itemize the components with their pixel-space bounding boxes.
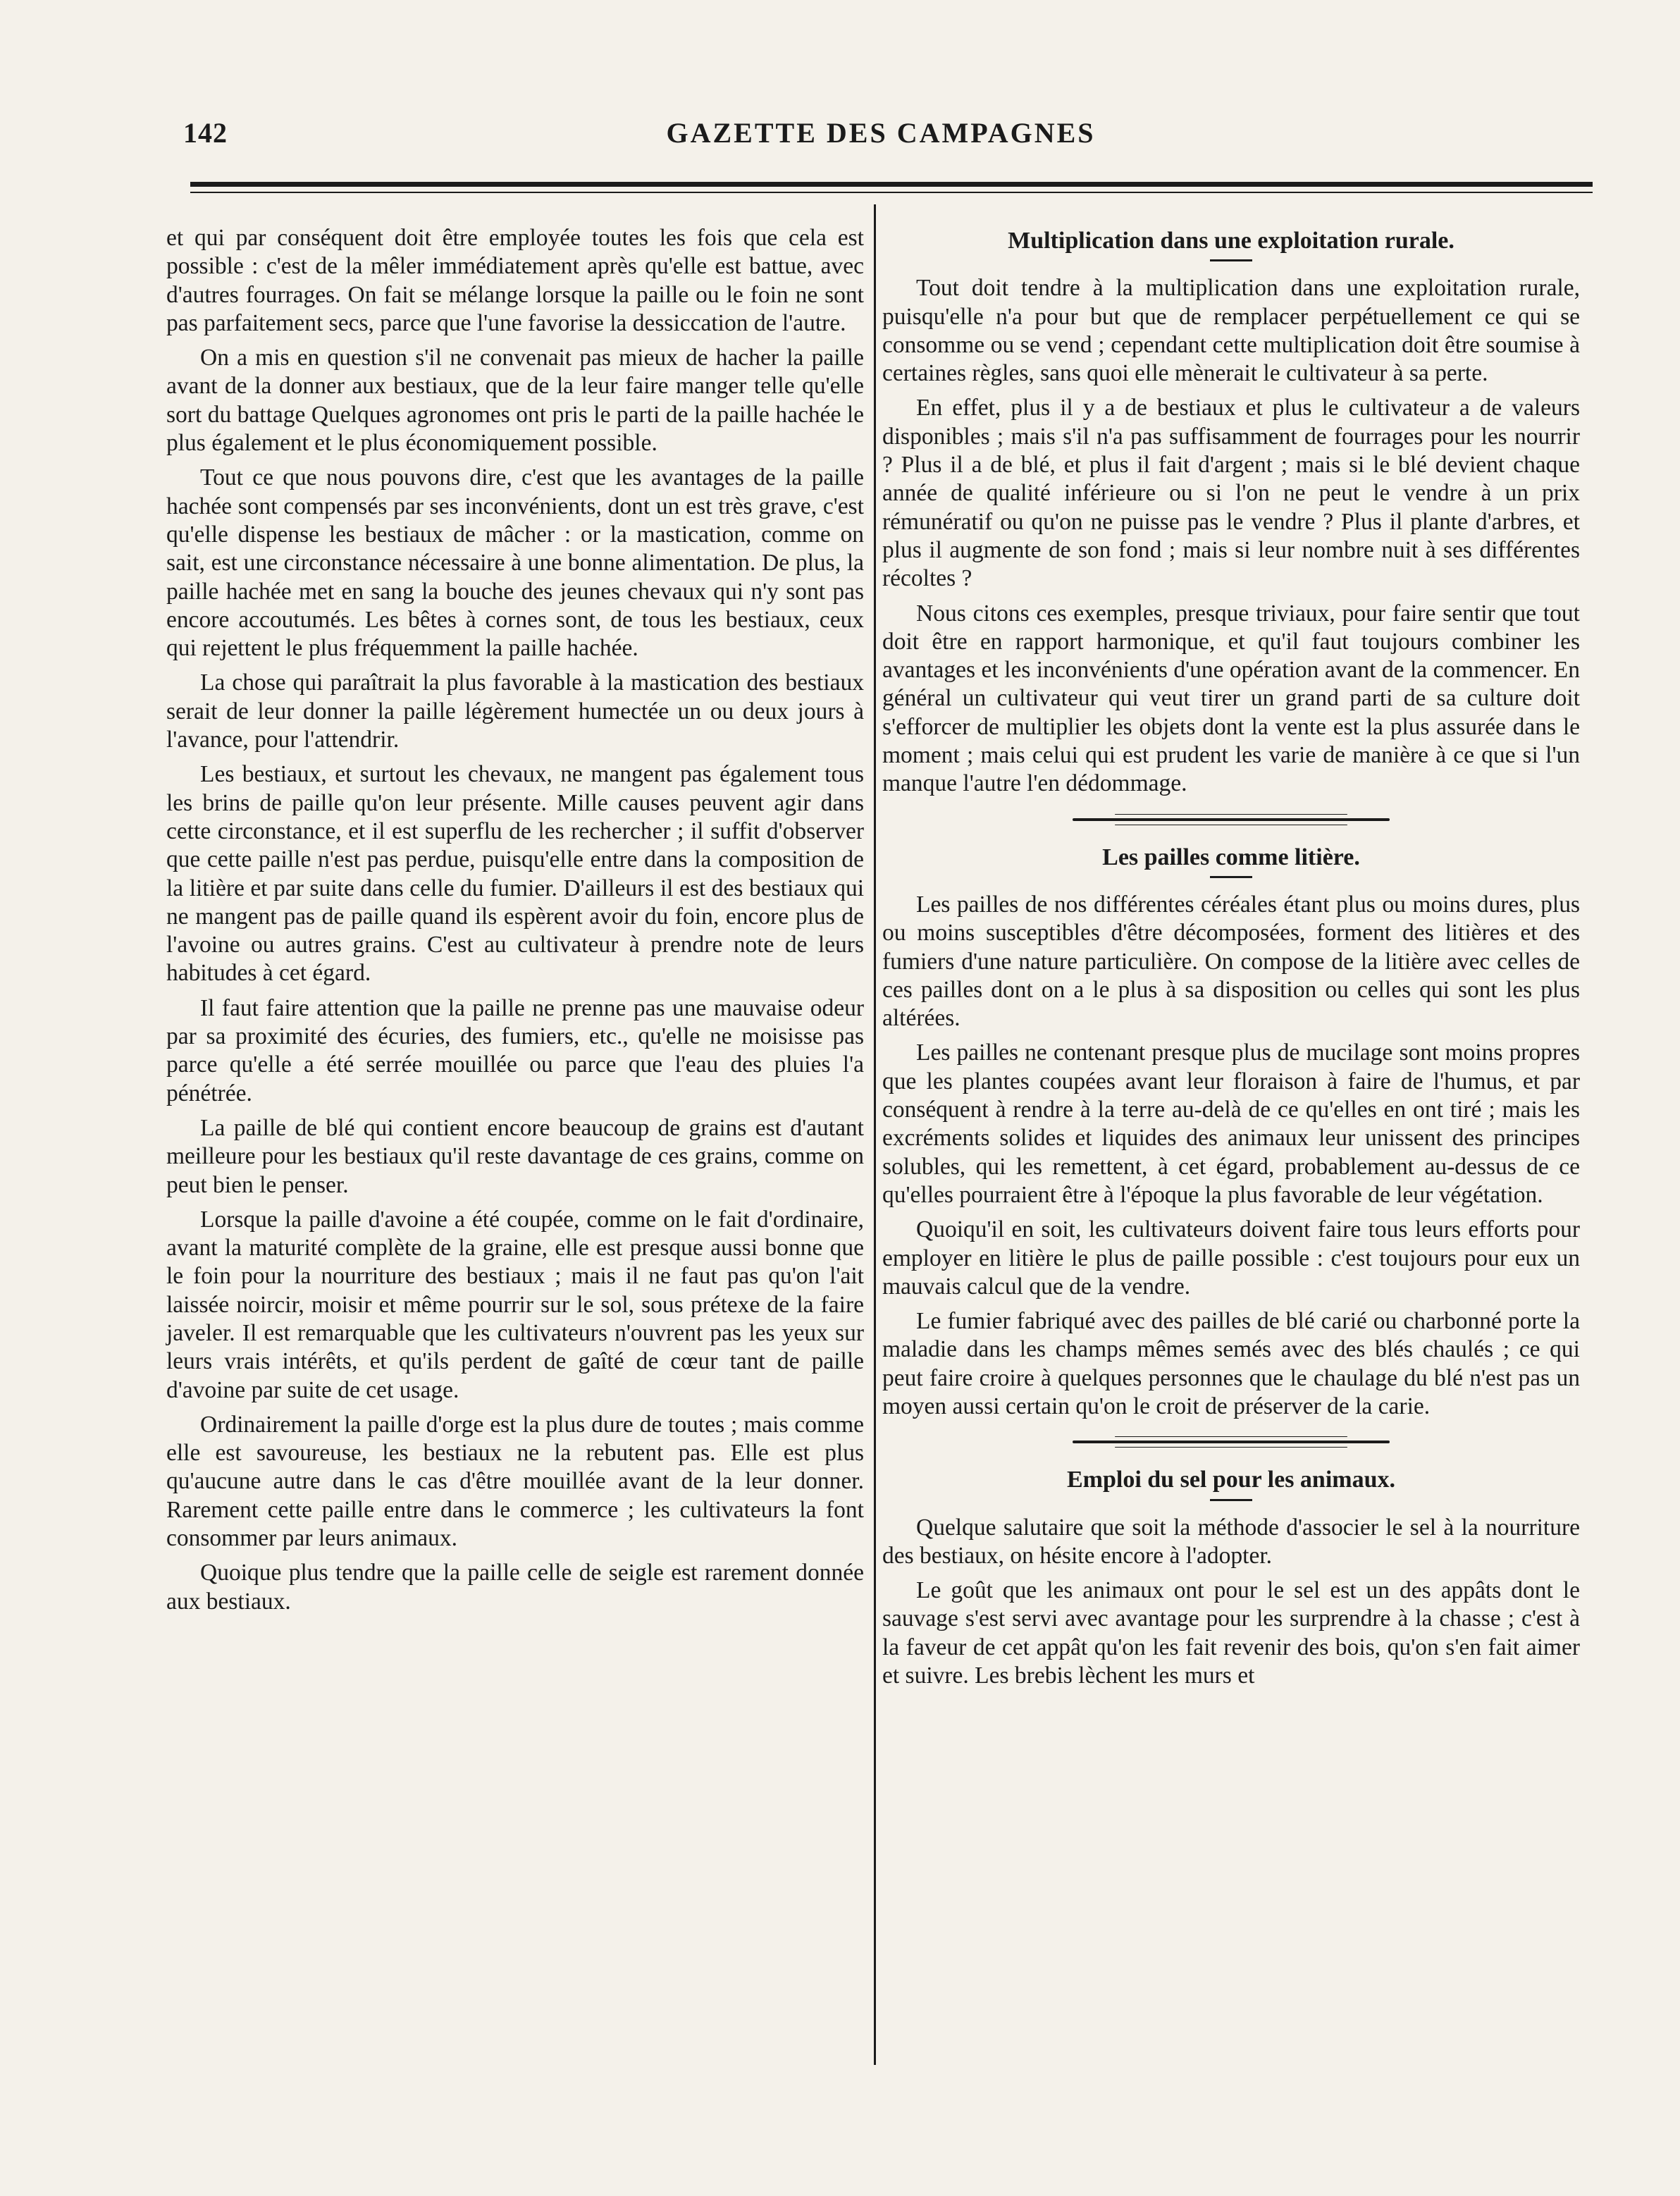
paragraph: Quelque salutaire que soit la méthode d'associer le sel à la nourriture des bestiaux, on hésite encore à l'adopter. bbox=[882, 1514, 1580, 1569]
paragraph: Les bestiaux, et surtout les chevaux, ne mangent pas également tous les brins de paille qu'on leur présente. Mille causes peuvent agir dans cette circonstance, et il est superflu de les rechercher ; il suffit d'observer que cette paille n'est pas perdue, puisqu'elle entre dans la composition de la litière et par suite dans celle du fumier. D'ailleurs il est des bestiaux qui ne mangent pas de paille quand ils espèrent avoir du foin, encore plus de l'avoine ou autres grains. C'est au cultivateur à prendre note de leurs habitudes à cet égard. bbox=[166, 761, 864, 987]
paragraph: Le goût que les animaux ont pour le sel est un des appâts dont le sauvage s'est servi avec avantage pour les surprendre à la chasse ; c'est à la faveur de cet appât qu'on les fait revenir des bois, qu'on s'en fait aimer et suivre. Les brebis lèchent les murs et bbox=[882, 1577, 1580, 1689]
paragraph: Ordinairement la paille d'orge est la plus dure de toutes ; mais comme elle est savoureuse, les bestiaux ne la rebutent pas. Elle est plus qu'aucune autre dans le cas d'être mouillée avant de la leur donner. Rarement cette paille entre dans le commerce ; les cultivateurs la font consommer par leurs animaux. bbox=[166, 1411, 864, 1552]
paragraph: Nous citons ces exemples, presque triviaux, pour faire sentir que tout doit être en rapport harmonique, et qu'il faut toujours combiner les avantages et les inconvénients d'une opération avant de la commencer. En général un cultivateur qui veut tirer un grand parti de sa culture doit s'efforcer de multiplier les objets dont la vente est la plus assurée dans le moment ; mais celui qui est prudent les varie de manière à ce que si l'un manque l'autre l'en dédommage. bbox=[882, 600, 1580, 797]
paragraph: Tout doit tendre à la multiplication dans une exploitation rurale, puisqu'elle n'a pour but que de remplacer perpétuellement ce qui se consomme ou se vend ; cependant cette multiplication doit être soumise à certaines règles, sans quoi elle mènerait le cultivateur à sa perte. bbox=[882, 275, 1580, 387]
paragraph: et qui par conséquent doit être employée toutes les fois que cela est possible : c'est de la mêler immédiatement après qu'elle est battue, avec d'autres fourrages. On fait se mélange lorsque la paille ou le foin ne sont pas parfaitement secs, parce que l'une favorise la dessiccation de l'autre. bbox=[166, 225, 864, 336]
paragraph: On a mis en question s'il ne convenait pas mieux de hacher la paille avant de la donner aux bestiaux, que de la leur faire manger telle qu'elle sort du battage Quelques agronomes ont pris le parti de la paille hachée le plus également et le plus économiquement possible. bbox=[166, 345, 864, 457]
paragraph: Il faut faire attention que la paille ne prenne pas une mauvaise odeur par sa proximité des écuries, des fumiers, etc., qu'elle ne moisisse pas parce qu'elle a été serrée mouillée ou parce que l'eau des pluies l'a pénétrée. bbox=[166, 994, 864, 1106]
section-separator bbox=[882, 806, 1580, 834]
paragraph: La paille de blé qui contient encore beaucoup de grains est d'autant meilleure pour les bestiaux qu'il reste davantage de ces grains, comme on peut bien le penser. bbox=[166, 1114, 864, 1198]
title-dash bbox=[1210, 1499, 1252, 1501]
title-dash bbox=[1210, 876, 1252, 878]
paragraph: Les pailles de nos différentes céréales étant plus ou moins dures, plus ou moins susceptibles d'être décomposées, forment des litières et des fumiers d'une nature particulière. On compose de la litière avec celles de ces pailles dont on a le plus à sa disposition ou celles qui sont les plus altérées. bbox=[882, 891, 1580, 1032]
header-rule-thin bbox=[190, 192, 1593, 193]
page-header bbox=[169, 116, 1593, 159]
paragraph: Lorsque la paille d'avoine a été coupée, comme on le fait d'ordinaire, avant la maturité complète de la graine, elle est presque aussi bonne que le foin pour la nourriture des bestiaux ; mais il ne faut pas qu'on l'ait laissée noircir, moisir et même pourrir sur le sol, sous prétexe de la faire javeler. Il est remarquable que les cultivateurs n'ouvrent pas les yeux sur leurs vrais intérêts, et qu'ils perdent de gaîté de cœur tant de paille d'avoine par suite de cet usage. bbox=[166, 1206, 864, 1403]
paragraph: La chose qui paraîtrait la plus favorable à la mastication des bestiaux serait de leur donner la paille légèrement humectée un ou deux jours à l'avance, pour l'attendrir. bbox=[166, 670, 864, 753]
paragraph: Le fumier fabriqué avec des pailles de blé carié ou charbonné porte la maladie dans les champs mêmes semés avec des blés chaulés ; ce qui peut faire croire à quelques personnes que le chaulage du blé n'est pas un moyen aussi certain qu'on le croit de préserver de la carie. bbox=[882, 1308, 1580, 1419]
section-separator bbox=[882, 1428, 1580, 1456]
header-rule-thick bbox=[190, 182, 1593, 187]
section-title-emploi-sel: Emploi du sel pour les animaux. bbox=[1066, 1467, 1396, 1493]
paragraph: Quoique plus tendre que la paille celle de seigle est rarement donnée aux bestiaux. bbox=[166, 1560, 864, 1615]
section-title-pailles-litiere: Les pailles comme litière. bbox=[1102, 844, 1360, 870]
right-column bbox=[882, 224, 1580, 1696]
section-title-multiplication: Multiplication dans une exploitation rurale. bbox=[1008, 228, 1454, 254]
page-number: 142 bbox=[183, 117, 228, 149]
paragraph: Quoiqu'il en soit, les cultivateurs doivent faire tous leurs efforts pour employer en litière le plus de paille possible : c'est toujours pour eux un mauvais calcul que de la vendre. bbox=[882, 1216, 1580, 1300]
paragraph: Les pailles ne contenant presque plus de mucilage sont moins propres que les plantes coupées avant leur floraison à faire de l'humus, et par conséquent à rendre à la terre au-delà de ce qu'elles en ont tiré ; mais les excréments solides et liquides des animaux leur unissent des principes solubles, qui les remettent, à cet égard, probablement au-dessus de ce qu'elles pourraient être à l'époque la plus favorable de leur végétation. bbox=[882, 1040, 1580, 1208]
left-column bbox=[166, 224, 864, 1622]
paragraph: En effet, plus il y a de bestiaux et plus le cultivateur a de valeurs disponibles ; mais s'il n'a pas suffisamment de fourrages pour les nourrir ? Plus il a de blé, et plus il fait d'argent ; mais si le blé devient chaque année de qualité inférieure ou si l'on ne peut le vendre à un prix rémunératif ou qu'on ne puisse pas le vendre ? Plus il plante d'arbres, et plus il augmente de son fond ; mais si leur nombre nuit à ses différentes récoltes ? bbox=[882, 395, 1580, 592]
running-title: GAZETTE DES CAMPAGNES bbox=[666, 117, 1096, 149]
column-divider bbox=[874, 204, 876, 2065]
title-dash bbox=[1210, 259, 1252, 261]
paragraph: Tout ce que nous pouvons dire, c'est que les avantages de la paille hachée sont compensés par ses inconvénients, dont un est très grave, c'est qu'elle dispense les bestiaux de mâcher : or la mastication, comme on sait, est une circonstance nécessaire à une bonne alimentation. De plus, la paille hachée met en sang la bouche des jeunes chevaux qui n'y sont pas encore accoutumés. Les bêtes à cornes sont, de tous les bestiaux, ceux qui rejettent le plus fréquemment la paille hachée. bbox=[166, 464, 864, 662]
